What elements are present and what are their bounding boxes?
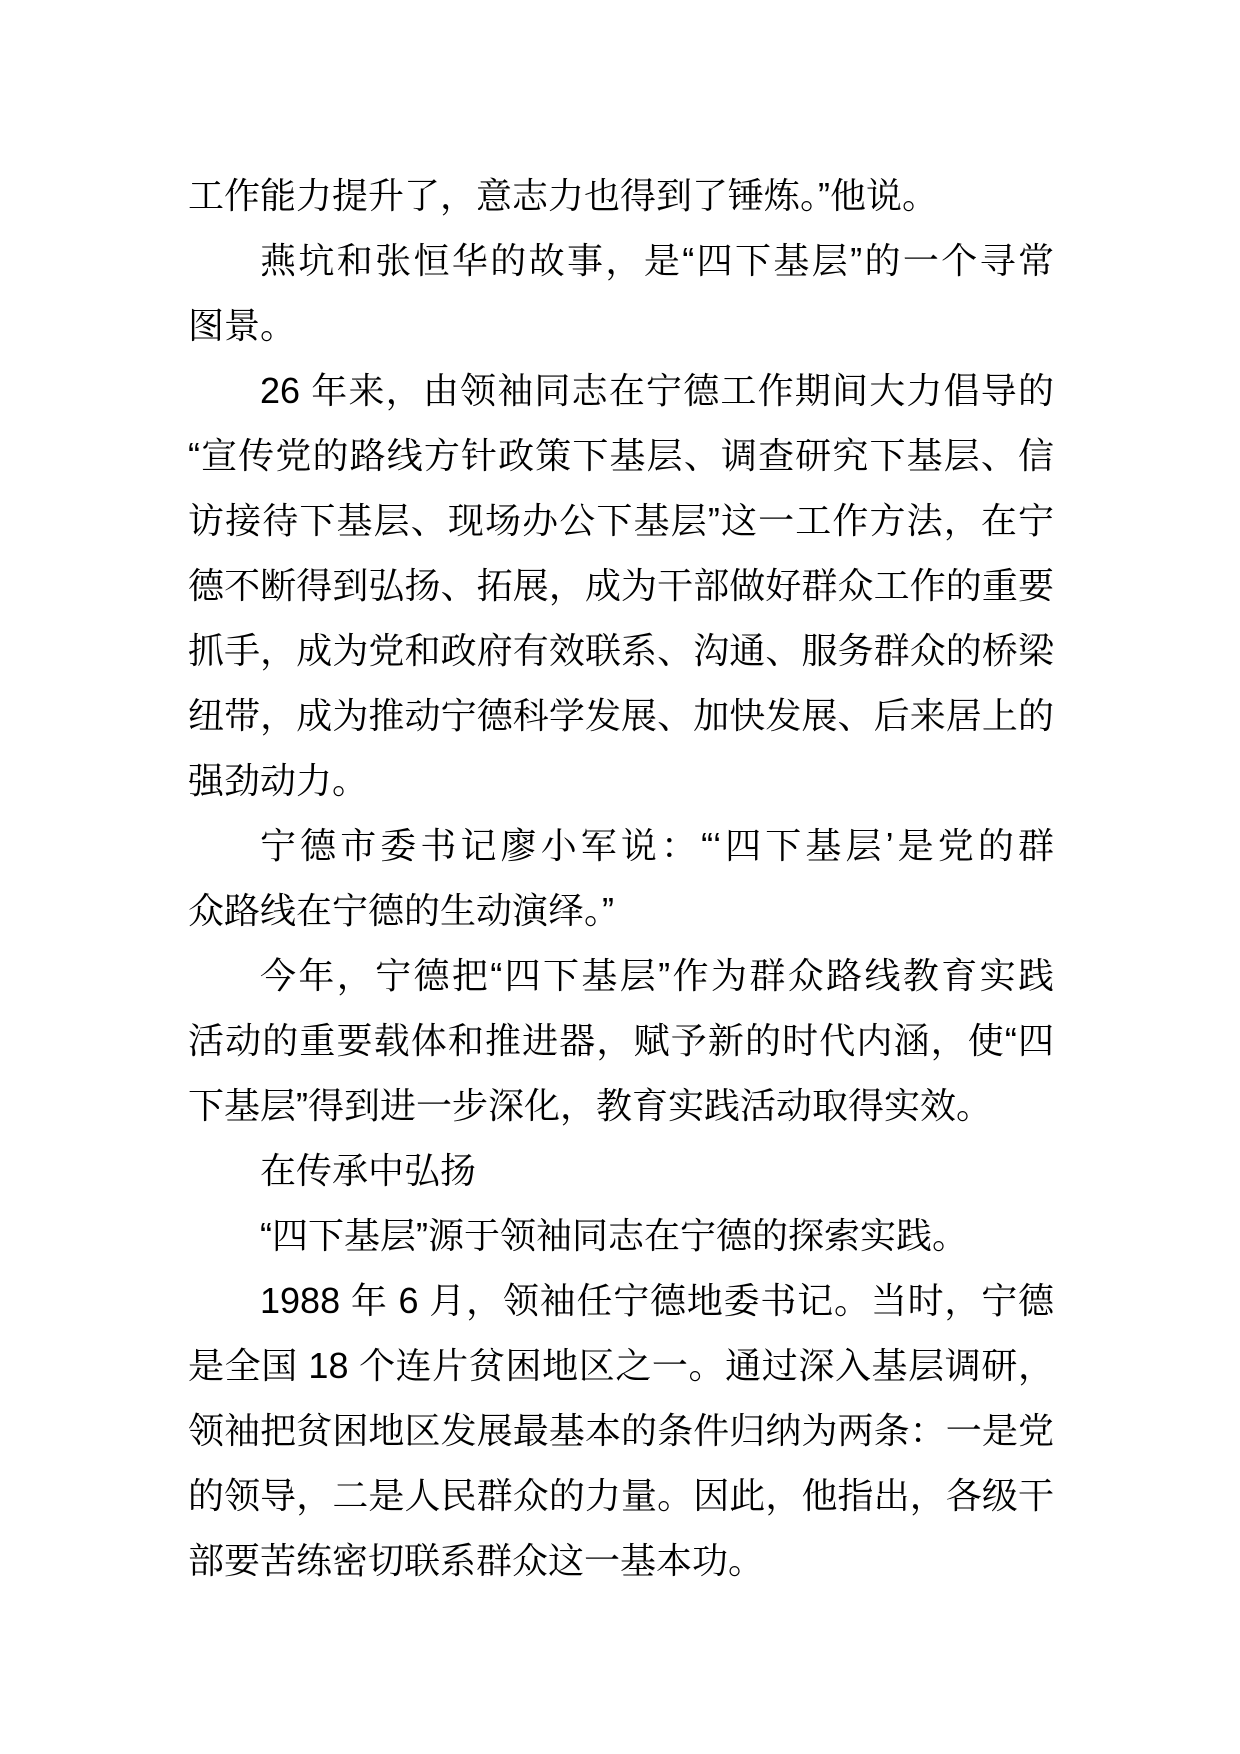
- text-line: 强劲动力。: [188, 760, 369, 801]
- text-line: 是全国 18 个连片贫困地区之一。通过深入基层调研，: [188, 1345, 1054, 1386]
- text-line: 活动的重要载体和推进器，赋予新的时代内涵，使“四: [188, 1020, 1054, 1061]
- text-line: 的领导，二是人民群众的力量。因此，他指出，各级干: [188, 1475, 1054, 1516]
- text-line: 部要苦练密切联系群众这一基本功。: [188, 1540, 765, 1581]
- text-line: “四下基层”源于领袖同志在宁德的探索实践。: [260, 1215, 968, 1256]
- text-line: 今年，宁德把“四下基层”作为群众路线教育实践: [260, 955, 1054, 996]
- text-line: 德不断得到弘扬、拓展，成为干部做好群众工作的重要: [188, 565, 1054, 606]
- text-line: 图景。: [188, 305, 297, 346]
- text-line: 1988 年 6 月，领袖任宁德地委书记。当时，宁德: [260, 1280, 1054, 1321]
- text-line: 26 年来，由领袖同志在宁德工作期间大力倡导的: [260, 370, 1054, 411]
- text-line: 燕坑和张恒华的故事，是“四下基层”的一个寻常: [260, 240, 1054, 281]
- text-line: 在传承中弘扬: [260, 1150, 477, 1191]
- text-line: 抓手，成为党和政府有效联系、沟通、服务群众的桥梁: [188, 630, 1054, 671]
- text-line: “宣传党的路线方针政策下基层、调查研究下基层、信: [188, 435, 1054, 476]
- text-line: 访接待下基层、现场办公下基层”这一工作方法，在宁: [188, 500, 1054, 541]
- text-line: 下基层”得到进一步深化，教育实践活动取得实效。: [188, 1085, 992, 1126]
- text-line: 工作能力提升了，意志力也得到了锤炼。”他说。: [188, 175, 938, 216]
- text-line: 宁德市委书记廖小军说：“‘四下基层’是党的群: [260, 825, 1054, 866]
- text-line: 纽带，成为推动宁德科学发展、加快发展、后来居上的: [188, 695, 1054, 736]
- document-text-block: [188, 163, 1054, 1593]
- text-line: 众路线在宁德的生动演绎。”: [188, 890, 614, 931]
- text-line: 领袖把贫困地区发展最基本的条件归纳为两条：一是党: [188, 1410, 1054, 1451]
